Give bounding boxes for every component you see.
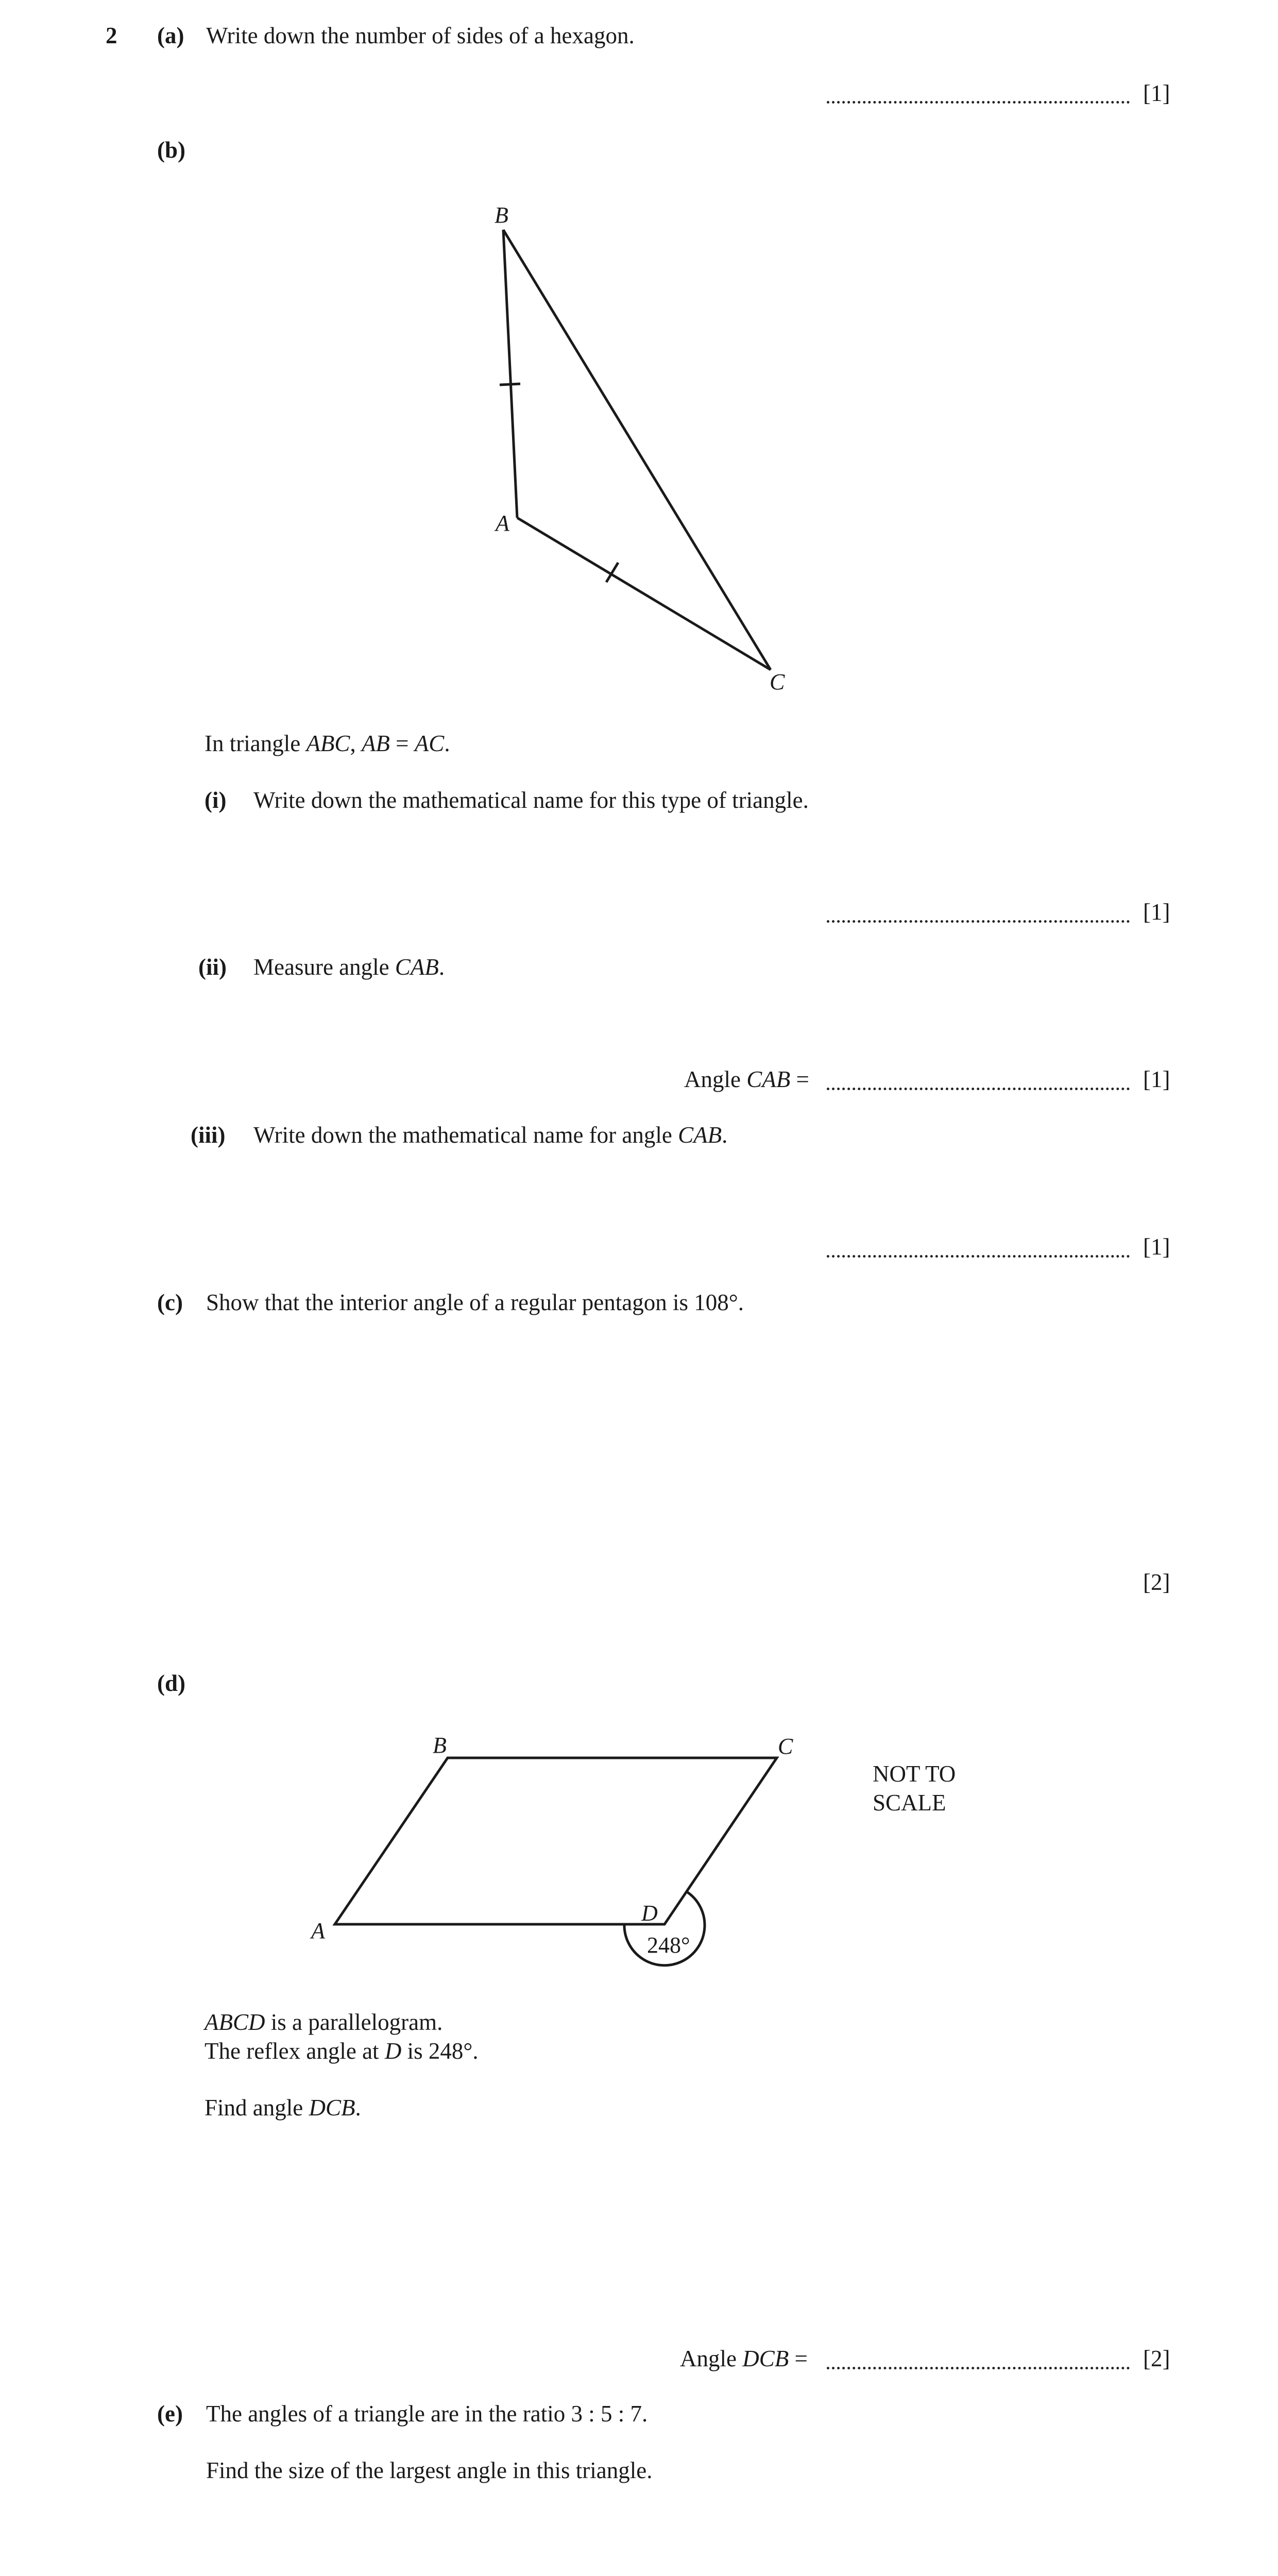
not-to-scale-line2: SCALE bbox=[873, 1790, 946, 1816]
part-b-label: (b) bbox=[157, 137, 185, 163]
part-a-marks: [1] bbox=[1143, 80, 1170, 106]
part-d-label: (d) bbox=[157, 1670, 185, 1696]
part-b-ii-label: (ii) bbox=[198, 954, 227, 980]
part-c-label: (c) bbox=[157, 1290, 183, 1315]
part-b-i-answer-line[interactable] bbox=[827, 920, 1130, 923]
side-ba bbox=[503, 230, 517, 518]
tick-mark-ab bbox=[500, 384, 520, 385]
vertex-label-b: B bbox=[495, 202, 508, 228]
question-number: 2 bbox=[106, 23, 117, 48]
part-c-working-space[interactable] bbox=[206, 1329, 1123, 1546]
part-b-iii-marks: [1] bbox=[1143, 1234, 1170, 1260]
vertex-label-a: A bbox=[311, 1918, 325, 1943]
parallelogram-diagram bbox=[0, 1700, 1278, 1989]
vertex-label-d: D bbox=[641, 1901, 658, 1926]
part-b-ii-question: Measure angle CAB. bbox=[253, 954, 445, 980]
part-e-question2: Find the size of the largest angle in this triangle. bbox=[206, 2458, 653, 2483]
part-b-iii-question: Write down the mathematical name for angle CAB. bbox=[253, 1122, 728, 1148]
part-d-marks: [2] bbox=[1143, 2346, 1170, 2371]
part-b-i-marks: [1] bbox=[1143, 899, 1170, 925]
vertex-label-c: C bbox=[778, 1734, 793, 1759]
part-d-answer-line[interactable] bbox=[827, 2367, 1130, 2369]
triangle-diagram bbox=[0, 0, 1278, 721]
part-b-i-label: (i) bbox=[205, 787, 227, 813]
part-b-ii-marks: [1] bbox=[1143, 1066, 1170, 1092]
part-c-question: Show that the interior angle of a regular pentagon is 108°. bbox=[206, 1290, 744, 1315]
part-d-line3: Find angle DCB. bbox=[205, 2095, 361, 2121]
vertex-label-c: C bbox=[770, 669, 785, 694]
part-d-line2: The reflex angle at D is 248°. bbox=[205, 2038, 479, 2064]
part-d-answer-label: Angle DCB = bbox=[680, 2346, 808, 2371]
vertex-label-b: B bbox=[433, 1733, 447, 1758]
part-e-working-space[interactable] bbox=[206, 2499, 1123, 2576]
part-a-label: (a) bbox=[157, 23, 184, 48]
part-b-iii-label: (iii) bbox=[191, 1122, 226, 1148]
vertex-label-a: A bbox=[496, 511, 509, 536]
not-to-scale-line1: NOT TO bbox=[873, 1761, 956, 1787]
side-ac bbox=[517, 518, 771, 670]
part-b-iii-answer-line[interactable] bbox=[827, 1255, 1130, 1258]
part-b-ii-answer-label: Angle CAB = bbox=[684, 1066, 809, 1092]
part-b-i-question: Write down the mathematical name for this type of triangle. bbox=[253, 787, 809, 813]
part-a-question: Write down the number of sides of a hexagon. bbox=[206, 23, 635, 48]
part-b-ii-answer-line[interactable] bbox=[827, 1088, 1130, 1090]
part-c-marks: [2] bbox=[1143, 1569, 1170, 1595]
part-e-label: (e) bbox=[157, 2401, 183, 2427]
part-d-line1: ABCD is a parallelogram. bbox=[205, 2009, 443, 2035]
reflex-angle-label: 248° bbox=[647, 1933, 690, 1958]
part-e-question: The angles of a triangle are in the ratio 3 : 5 : 7. bbox=[206, 2401, 648, 2427]
part-b-statement: In triangle ABC, AB = AC. bbox=[205, 731, 450, 756]
parallelogram-shape bbox=[335, 1758, 777, 1924]
side-bc bbox=[503, 230, 771, 670]
